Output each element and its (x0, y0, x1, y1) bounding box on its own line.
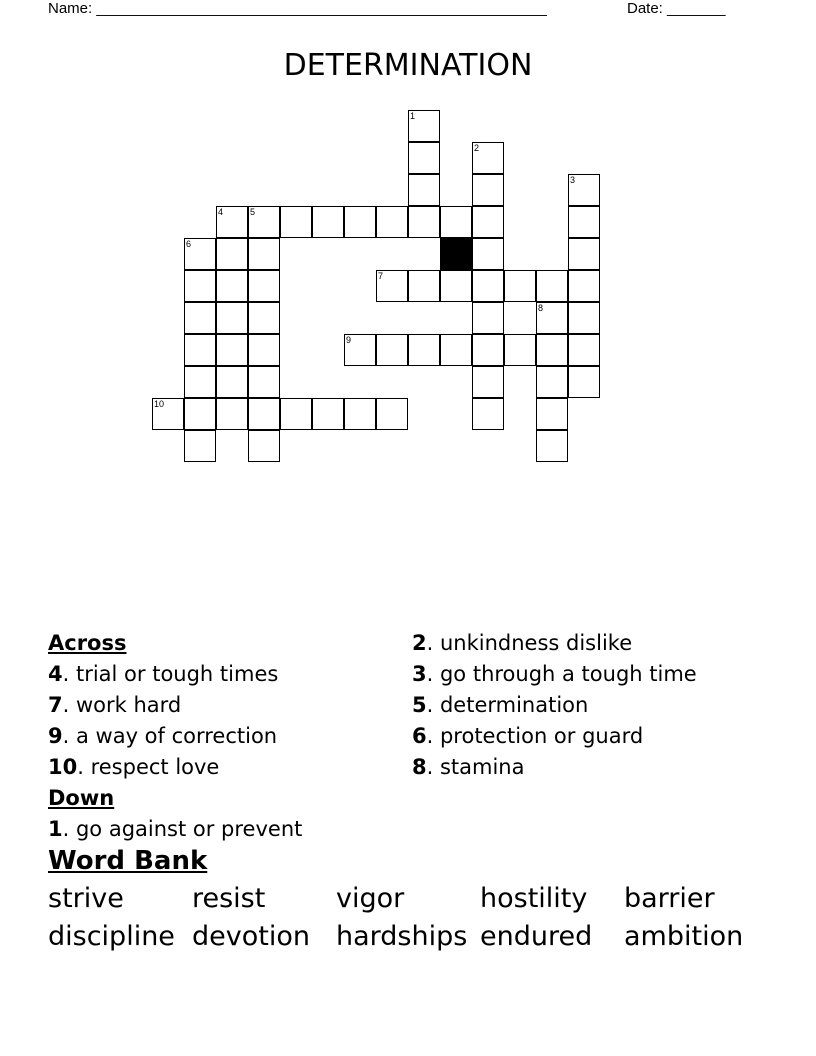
clue-number: 10 (48, 755, 78, 779)
grid-cell[interactable] (568, 366, 600, 398)
grid-cell[interactable] (472, 366, 504, 398)
clue-text: . protection or guard (426, 724, 644, 748)
grid-cell[interactable] (216, 366, 248, 398)
clue-number: 3 (412, 662, 427, 686)
crossword-grid (0, 0, 816, 470)
clue-item (412, 659, 697, 690)
grid-cell[interactable] (184, 398, 216, 430)
clue-item (48, 659, 302, 690)
grid-cell[interactable] (248, 206, 280, 238)
grid-cell[interactable] (248, 238, 280, 270)
clues-left-column (48, 628, 302, 845)
page-title: DETERMINATION (283, 48, 533, 83)
grid-cell[interactable] (248, 430, 280, 462)
clue-text: . go against or prevent (62, 817, 303, 841)
grid-cell[interactable] (472, 334, 504, 366)
grid-cell[interactable] (248, 334, 280, 366)
grid-cell[interactable] (536, 334, 568, 366)
grid-cell[interactable] (184, 238, 216, 270)
word-bank-item: devotion (192, 921, 310, 952)
grid-cell[interactable] (408, 174, 440, 206)
grid-cell[interactable] (536, 366, 568, 398)
clue-item (48, 814, 302, 845)
date-field: Date: _______ (627, 0, 726, 17)
grid-cell[interactable] (536, 398, 568, 430)
grid-cell[interactable] (376, 206, 408, 238)
word-bank-item: hostility (480, 883, 588, 914)
clue-number: 7 (48, 693, 63, 717)
word-bank-item: discipline (48, 921, 175, 952)
grid-cell[interactable] (376, 270, 408, 302)
grid-cell[interactable] (248, 398, 280, 430)
clue-item (412, 690, 697, 721)
grid-cell[interactable] (408, 270, 440, 302)
clue-number: 8 (538, 303, 544, 313)
clue-text: . go through a tough time (426, 662, 697, 686)
grid-cell[interactable] (344, 206, 376, 238)
grid-cell[interactable] (536, 270, 568, 302)
grid-cell[interactable] (184, 270, 216, 302)
grid-cell[interactable] (184, 430, 216, 462)
word-bank-title: Word Bank (48, 846, 208, 876)
clue-text: . work hard (62, 693, 182, 717)
clue-item (48, 752, 302, 783)
grid-cell[interactable] (504, 334, 536, 366)
grid-cell[interactable] (248, 302, 280, 334)
grid-cell[interactable] (472, 302, 504, 334)
name-field: Name: ______________________________________________________ (48, 0, 547, 17)
word-bank-item: hardships (336, 921, 468, 952)
grid-cell[interactable] (440, 206, 472, 238)
grid-cell[interactable] (472, 142, 504, 174)
clue-number: 6 (412, 724, 427, 748)
grid-cell[interactable] (568, 334, 600, 366)
grid-cell[interactable] (184, 334, 216, 366)
clue-number: 9 (346, 335, 352, 345)
grid-cell[interactable] (216, 398, 248, 430)
grid-cell[interactable] (568, 270, 600, 302)
grid-cell[interactable] (472, 238, 504, 270)
word-bank-item: strive (48, 883, 124, 914)
grid-cell[interactable] (504, 270, 536, 302)
clue-number: 7 (378, 271, 384, 281)
grid-cell[interactable] (216, 206, 248, 238)
down-clue-list (48, 814, 302, 845)
grid-cell[interactable] (280, 398, 312, 430)
grid-cell[interactable] (568, 206, 600, 238)
grid-cell[interactable] (216, 270, 248, 302)
clue-text: . stamina (426, 755, 525, 779)
clues-right-column (412, 628, 697, 783)
clue-text: . a way of correction (62, 724, 278, 748)
grid-cell[interactable] (472, 398, 504, 430)
clue-number: 4 (48, 662, 63, 686)
grid-cell[interactable] (344, 398, 376, 430)
grid-cell[interactable] (312, 206, 344, 238)
grid-cell[interactable] (408, 334, 440, 366)
clue-number: 1 (48, 817, 63, 841)
grid-cell[interactable] (216, 238, 248, 270)
grid-cell[interactable] (184, 366, 216, 398)
word-bank-item: ambition (624, 921, 744, 952)
grid-cell[interactable] (472, 270, 504, 302)
word-bank-item: vigor (336, 883, 405, 914)
grid-cell[interactable] (248, 270, 280, 302)
grid-cell[interactable] (408, 206, 440, 238)
grid-cell[interactable] (568, 174, 600, 206)
word-bank-item: endured (480, 921, 593, 952)
grid-cell[interactable] (536, 430, 568, 462)
grid-cell[interactable] (184, 302, 216, 334)
grid-black-square (440, 238, 472, 270)
clue-number: 9 (48, 724, 63, 748)
clue-number: 10 (154, 399, 165, 409)
grid-cell[interactable] (248, 366, 280, 398)
clue-text: . trial or tough times (62, 662, 279, 686)
grid-cell[interactable] (440, 270, 472, 302)
grid-cell[interactable] (472, 174, 504, 206)
grid-cell[interactable] (280, 206, 312, 238)
word-bank (48, 882, 768, 954)
clue-item (412, 752, 697, 783)
down-heading: Down (48, 786, 115, 810)
across-heading: Across (48, 631, 127, 655)
clue-number: 2 (474, 143, 480, 153)
grid-cell[interactable] (152, 398, 184, 430)
clue-number: 8 (412, 755, 427, 779)
grid-cell[interactable] (408, 110, 440, 142)
clue-number: 1 (410, 111, 416, 121)
clue-number: 5 (412, 693, 427, 717)
clue-number: 2 (412, 631, 427, 655)
word-bank-item: barrier (624, 883, 715, 914)
clue-item (412, 721, 697, 752)
grid-cell[interactable] (344, 334, 376, 366)
clue-number: 4 (218, 207, 224, 217)
clue-number: 6 (186, 239, 192, 249)
across-clue-list (48, 659, 302, 783)
grid-cell[interactable] (440, 334, 472, 366)
grid-cell[interactable] (216, 302, 248, 334)
grid-cell[interactable] (536, 302, 568, 334)
grid-cell[interactable] (312, 398, 344, 430)
grid-cell[interactable] (568, 302, 600, 334)
grid-cell[interactable] (376, 334, 408, 366)
grid-cell[interactable] (376, 398, 408, 430)
clue-item (48, 690, 302, 721)
clue-number: 3 (570, 175, 576, 185)
clue-number: 5 (250, 207, 256, 217)
down-clue-list-continued (412, 628, 697, 783)
grid-cell[interactable] (568, 238, 600, 270)
clue-text: . respect love (77, 755, 220, 779)
clue-item (412, 628, 697, 659)
word-bank-item: resist (192, 883, 266, 914)
grid-cell[interactable] (216, 334, 248, 366)
clue-text: . unkindness dislike (426, 631, 633, 655)
grid-cell[interactable] (472, 206, 504, 238)
clue-text: . determination (426, 693, 589, 717)
grid-cell[interactable] (408, 142, 440, 174)
clue-item (48, 721, 302, 752)
